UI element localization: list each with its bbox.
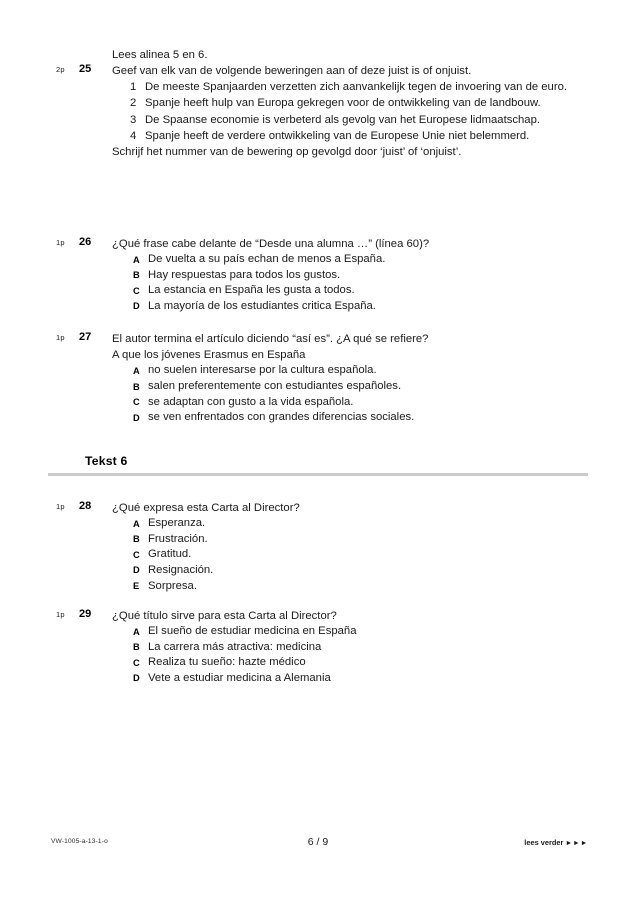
option-letter: B <box>133 270 140 281</box>
option-list-29 <box>112 624 636 686</box>
option-text: salen preferentemente con estudiantes españoles. <box>148 380 402 392</box>
option-b[interactable] <box>112 532 636 548</box>
continue-notice <box>524 838 588 847</box>
statement-item <box>112 79 636 95</box>
option-text: La estancia en España les gusta a todos. <box>148 284 355 297</box>
option-letter: C <box>133 549 140 560</box>
option-letter: D <box>133 673 140 684</box>
option-a[interactable] <box>112 516 636 532</box>
option-list-28 <box>112 516 636 594</box>
option-text: Sorpresa. <box>148 579 197 592</box>
option-list-27 <box>112 363 636 425</box>
option-text: Esperanza. <box>148 517 206 530</box>
option-text: Vete a estudiar medicina a Alemania <box>148 671 331 684</box>
question-29 <box>0 608 636 687</box>
option-letter: A <box>133 518 140 529</box>
option-c[interactable] <box>112 283 636 299</box>
option-a[interactable] <box>112 252 636 268</box>
option-text: De vuelta a su país echan de menos a España. <box>148 253 386 266</box>
question-number-27: 27 <box>79 331 92 343</box>
continue-arrows-icon: ►►► <box>565 840 588 847</box>
question-number-29: 29 <box>79 608 92 620</box>
question-number-25: 25 <box>79 63 92 75</box>
option-letter: D <box>133 565 140 576</box>
option-text: La mayoría de los estudiantes critica España. <box>148 299 376 312</box>
option-d[interactable] <box>112 563 636 579</box>
section-heading <box>0 452 636 470</box>
option-e[interactable] <box>112 579 636 595</box>
question-prompt-29: ¿Qué título sirve para esta Carta al Director? <box>112 610 337 622</box>
option-text: se ven enfrentados con grandes diferencias sociales. <box>148 411 415 424</box>
question-lead-27: A que los jóvenes Erasmus en España <box>112 349 306 362</box>
option-a[interactable] <box>112 363 636 379</box>
option-letter: E <box>133 581 140 592</box>
option-b[interactable] <box>112 268 636 284</box>
question-prompt-27: El autor termina el artículo diciendo “así es”. ¿A qué se refiere? <box>112 333 429 345</box>
option-d[interactable] <box>112 671 636 687</box>
continue-label: lees verder <box>524 838 564 847</box>
option-letter: A <box>133 626 140 637</box>
option-list-26 <box>112 252 636 314</box>
points-label-28: 1p <box>56 502 65 511</box>
statement-text: Spanje heeft hulp van Europa gekregen voor de ontwikkeling van de landbouw. <box>145 97 541 110</box>
points-label-29: 1p <box>56 610 65 619</box>
statement-text: De meeste Spanjaarden verzetten zich aanvankelijk tegen de invoering van de euro. <box>145 81 568 94</box>
question-closing-instruction-25: Schrijf het nummer van de bewering op gevolgd door ‘juist’ of ‘onjuist’. <box>112 146 462 159</box>
option-letter: C <box>133 285 140 296</box>
option-letter: A <box>133 254 140 265</box>
question-prompt-25: Geef van elk van de volgende beweringen aan of deze juist is of onjuist. <box>112 65 472 77</box>
question-25 <box>0 63 636 160</box>
statement-item <box>112 128 636 144</box>
question-number-26: 26 <box>79 236 92 248</box>
question-28 <box>0 500 636 594</box>
option-a[interactable] <box>112 624 636 640</box>
option-c[interactable] <box>112 547 636 563</box>
option-text: Resignación. <box>148 563 214 576</box>
question-26 <box>0 236 636 315</box>
option-text: se adaptan con gusto a la vida española. <box>148 395 354 408</box>
points-label-25: 2p <box>56 65 65 74</box>
option-letter: A <box>133 365 140 376</box>
option-letter: B <box>133 534 140 545</box>
section-title: Tekst 6 <box>85 454 128 468</box>
option-letter: C <box>133 397 140 408</box>
question-prompt-26: ¿Qué frase cabe delante de “Desde una alumna …” (línea 60)? <box>112 238 430 250</box>
option-text: Frustración. <box>148 532 208 545</box>
option-text: Gratitud. <box>148 548 192 561</box>
option-letter: D <box>133 412 140 423</box>
option-letter: C <box>133 657 140 668</box>
option-text: Hay respuestas para todos los gustos. <box>148 268 341 281</box>
statement-item <box>112 112 636 128</box>
option-letter: B <box>133 381 140 392</box>
statement-text: Spanje heeft de verdere ontwikkeling van de Europese Unie niet belemmerd. <box>145 129 530 142</box>
question-number-28: 28 <box>79 500 92 512</box>
option-text: Realiza tu sueño: hazte médico <box>148 656 306 669</box>
page-footer <box>0 836 636 856</box>
statement-list-25 <box>112 79 636 144</box>
section-divider <box>48 473 588 476</box>
option-b[interactable] <box>112 640 636 656</box>
option-text: El sueño de estudiar medicina en España <box>148 625 357 638</box>
statement-number: 4 <box>130 129 137 142</box>
reading-instruction: Lees alinea 5 en 6. <box>112 49 208 61</box>
statement-item <box>112 95 636 111</box>
option-text: La carrera más atractiva: medicina <box>148 640 322 653</box>
statement-number: 1 <box>130 81 137 94</box>
option-text: no suelen interesarse por la cultura española. <box>148 364 377 377</box>
points-label-26: 1p <box>56 238 65 247</box>
exam-code: VW-1005-a-13-1-o <box>51 838 108 845</box>
statement-number: 2 <box>130 97 137 110</box>
points-label-27: 1p <box>56 333 65 342</box>
option-c[interactable] <box>112 395 636 411</box>
question-27 <box>0 331 636 426</box>
option-b[interactable] <box>112 379 636 395</box>
option-d[interactable] <box>112 299 636 315</box>
statement-text: De Spaanse economie is verbeterd als gevolg van het Europese lidmaatschap. <box>145 113 540 126</box>
page-number: 6 / 9 <box>307 836 329 848</box>
statement-number: 3 <box>130 113 137 126</box>
option-d[interactable] <box>112 410 636 426</box>
option-letter: B <box>133 642 140 653</box>
option-c[interactable] <box>112 655 636 671</box>
option-letter: D <box>133 301 140 312</box>
question-prompt-28: ¿Qué expresa esta Carta al Director? <box>112 502 300 514</box>
